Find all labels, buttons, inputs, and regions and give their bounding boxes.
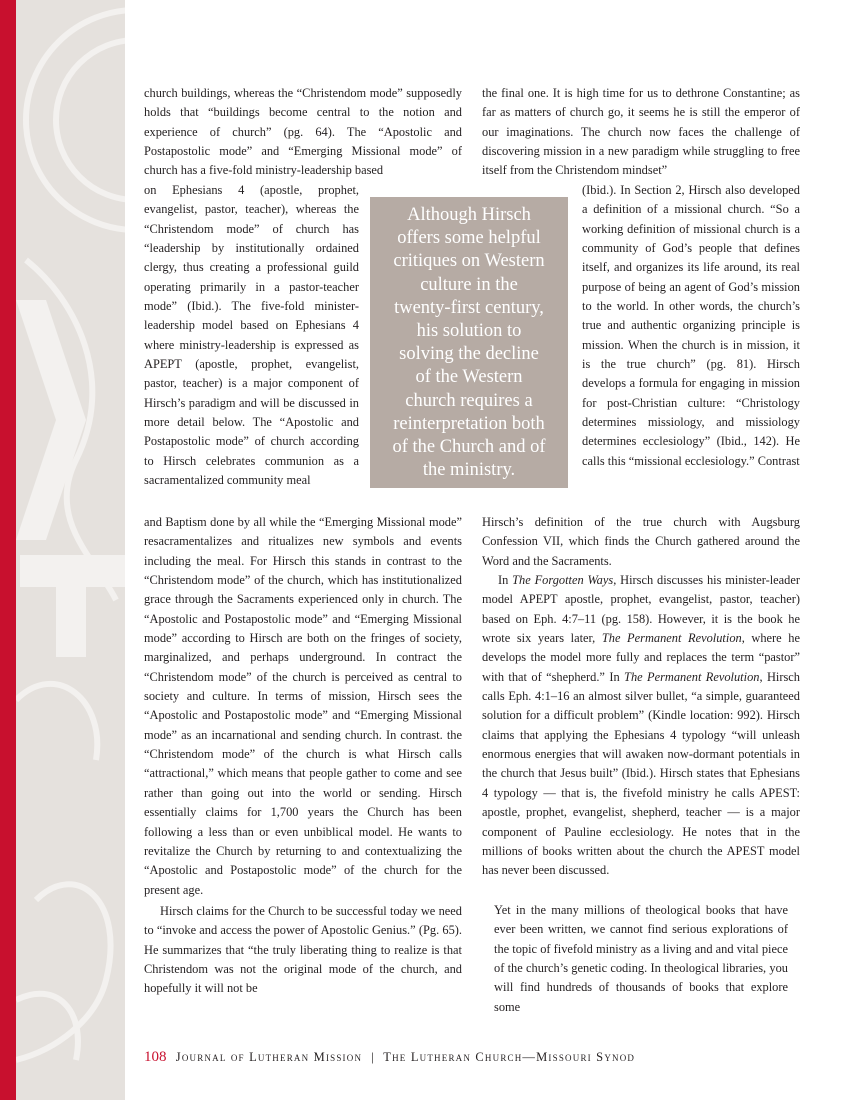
text-run: , Hirsch calls Eph. 4:1–16 an almost silver bullet, “a simple, guaranteed solution for a difficult problem” (Kindle location: 992). Hirsch claims that applying the Ephesians 4 typology “will unleash enormous energies that will awaken now-dormant potentials in the church that Jesus built” (Ibid.). Hirsch states that Ephesians 4 typology — that is, the fivefold ministry he calls APEST: apostle, prophet, evangelist, shepherd, teacher — is a major component of Pauline ecclesiology. He notes that in the millions of books written about the church the APEST model has never been discussed. (482, 669, 800, 878)
right-column-bottom (482, 513, 800, 881)
pull-quote-line: the ministry. (422, 460, 516, 481)
pull-quote-line: Although Hirsch (407, 205, 531, 225)
pull-quote-line: twenty-first century, (394, 297, 544, 318)
block-quote-text: Yet in the many millions of theological books that have ever been written, we cannot find serious explorations of the topic of fivefold ministry as a living and and vital piece of the church’s genetic coding. In theological libraries, you will find hundreds of thousands of books that explore some (494, 903, 788, 1014)
pull-quote-line: culture in the (420, 274, 518, 295)
left-column-wrap (144, 181, 359, 491)
book-title: The Permanent Revolution (624, 669, 760, 684)
pull-quote-line: church requires a (405, 390, 533, 411)
text-run: , Hirsch discusses his minister-leader model APEPT apostle, prophet, evangelist, pastor, teacher) based on Eph. 4:7–11 (pg. 158). However, it is the book he wrote six years later, (482, 573, 800, 646)
pull-quote-line: offers some helpful (397, 228, 541, 249)
left-paragraph-wrap: on Ephesians 4 (apostle, prophet, evangelist, pastor, teacher), whereas the “Christendom mode” of church has “leadership by institutionally ordained clergy, thus creating a professional guild operating primarily in a pastor-teacher mode” (Ibid.). The five-fold minister-leadership model based on Ephesians 4 where ministry-leadership is expressed as APEPT (apostle, prophet, evangelist, pastor, teacher) is a major component of Hirsch’s paradigm and will be discussed in more detail below. The “Apostolic and Postapostolic mode” of church according to Hirsch celebrates communion as a sacramentalized community meal (144, 183, 359, 488)
right-paragraph-continued: the final one. It is high time for us to dethrone Constantine; as far as matters of church go, it seems he is still the emperor of our imaginations. The church now faces the challenge of discovering mission in a new paradigm while struggling to free itself from the Christendom mindset” (482, 86, 800, 178)
book-title: The Permanent Revolution (601, 631, 742, 646)
pull-quote-line: of the Church and of (392, 437, 546, 458)
decorative-emblem-graphic (16, 0, 125, 1100)
right-column-top (482, 84, 800, 181)
left-paragraph-2: Hirsch claims for the Church to be successful today we need to “invoke and access the power of Apostolic Genius.” (Pg. 65). He summarizes that “the truly liberating thing to realize is that Christendom was not the original mode of the church, and hopefully it will not be (144, 903, 462, 996)
right-paragraph-1: Hirsch’s definition of the true church with Augsburg Confession VII, which finds the Church gathered around the Word and the Sacraments. (482, 515, 800, 568)
text-run: , where he develops the model more fully and replaces the term “pastor” with that of “shepherd.” In (482, 631, 800, 684)
footer-separator: | (371, 1049, 375, 1064)
pull-quote-line: solving the decline (399, 344, 539, 365)
pull-quote-line: his solution to (416, 321, 522, 342)
left-column-top (144, 84, 462, 181)
red-edge-bar (0, 0, 16, 1100)
right-paragraph-2 (482, 571, 800, 881)
page-footer (144, 1049, 635, 1066)
text-run: In (498, 573, 513, 588)
pull-quote (370, 197, 568, 488)
left-paragraph-continued: church buildings, whereas the “Christendom mode” supposedly holds that “buildings become central to the notion and experience of church” (pg. 64). The “Apostolic and Postapostolic mode” and “Emerging Missional mode” of church has a five-fold ministry-leadership based (144, 86, 462, 178)
pull-quote-line: reinterpretation both (393, 413, 545, 434)
pull-quote-line: of the Western (415, 367, 523, 388)
right-paragraph-wrap: (Ibid.). In Section 2, Hirsch also developed a definition of a missional church. “So a working definition of missional church is a community of God’s people that defines itself, and organizes its life around, its real purpose of being an agent of God’s mission to the world. In other words, the church’s true and authentic organizing principle is mission. When the church is in mission, it is the true church” (pg. 81). Hirsch develops a formula for engaging in mission for post-Christian culture: “Christology determines missiology, and missiology determines ecclesiology” (Ibid., 142). He calls this “missional ecclesiology.” Contrast (582, 183, 800, 468)
left-paragraph-1: and Baptism done by all while the “Emerging Missional mode” resacramentalizes and ritualizes new symbols and events including the meal. For Hirsch this stands in contrast to the “Christendom mode” of the church, which has institutionalized grace through the Sacraments experienced only in church. The “Apostolic and Postapostolic mode” and “Emerging Missional mode” according to Hirsch are both on the fringes of society, marginalized, and perhaps underground. In contract the “Christendom mode” of the church is perceived as central to society and culture. In terms of mission, Hirsch sees the “Apostolic and Postapostolic mode” and “Emerging Missional mode” as an incarnational and sending church. In contrast. the “Christendom mode” of the church is what Hirsch calls “attractional,” which means that people gather to come and see rather than going out into the world or sending. Hirsch essentially claims for 1,700 years the Church has been following a less than or even unbiblical model. He wants to revitalize the Church by returning to and contextualizing the “Apostolic and Postapostolic mode” of the church for the present age. (144, 515, 462, 897)
right-column-wrap (582, 181, 800, 471)
pull-quote-line: critiques on Western (393, 251, 545, 272)
block-quote (494, 901, 788, 1017)
page-number: 108 (144, 1049, 167, 1065)
decorative-side-panel (16, 0, 125, 1100)
journal-title: Journal of Lutheran Mission (175, 1050, 363, 1064)
left-column-bottom (144, 513, 462, 999)
book-title: The Forgotten Ways (512, 573, 614, 588)
publisher-name: The Lutheran Church—Missouri Synod (383, 1050, 636, 1064)
